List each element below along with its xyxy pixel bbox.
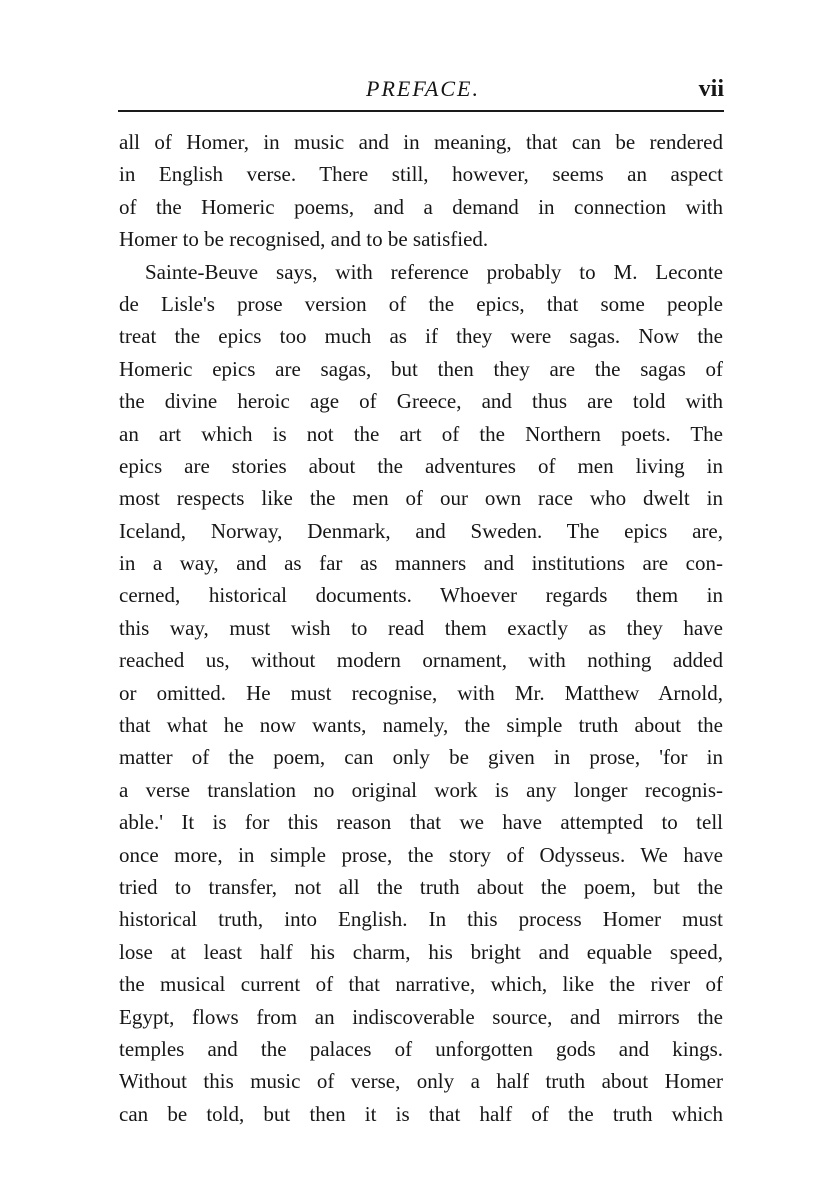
text-line: can be told, but then it is that half of the truth which — [119, 1101, 723, 1126]
text-line: temples and the palaces of unforgotten gods and kings. — [119, 1036, 723, 1061]
text-line: once more, in simple prose, the story of Odysseus. We have — [119, 842, 723, 867]
text-line: or omitted. He must recognise, with Mr. Matthew Arnold, — [119, 680, 723, 705]
text-line: treat the epics too much as if they were sagas. Now the — [119, 324, 723, 349]
running-head — [118, 74, 724, 108]
text-line: de Lisle's prose version of the epics, that some people — [119, 291, 723, 316]
text-line: all of Homer, in music and in meaning, that can be rendered — [119, 130, 723, 154]
text-line: epics are stories about the adventures of men living in — [119, 453, 723, 478]
text-line: historical truth, into English. In this process Homer must — [119, 907, 723, 932]
text-line: matter of the poem, can only be given in prose, 'for in — [119, 745, 723, 770]
text-line: cerned, historical documents. Whoever regards them in — [119, 583, 723, 608]
text-line: lose at least half his charm, his bright and equable speed, — [119, 939, 723, 964]
text-line: in English verse. There still, however, seems an aspect — [119, 162, 723, 187]
text-line: the musical current of that narrative, which, like the river of — [119, 972, 723, 997]
text-line: most respects like the men of our own race who dwelt in — [119, 486, 723, 511]
text-line: a verse translation no original work is any longer recognis- — [119, 777, 723, 802]
paragraph — [119, 256, 723, 1131]
text-line: an art which is not the art of the Northern poets. The — [119, 421, 723, 446]
text-line: reached us, without modern ornament, with nothing added — [119, 648, 723, 673]
text-line: Sainte-Beuve says, with reference probably to M. Leconte — [145, 259, 723, 284]
page-number: vii — [698, 76, 724, 102]
text-line: Homeric epics are sagas, but then they are the sagas of — [119, 356, 723, 381]
text-line: Iceland, Norway, Denmark, and Sweden. The epics are, — [119, 518, 723, 543]
text-line: the divine heroic age of Greece, and thus are told with — [119, 389, 723, 414]
text-line: tried to transfer, not all the truth about the poem, but the — [119, 874, 723, 899]
text-line: of the Homeric poems, and a demand in connection with — [119, 194, 723, 219]
text-line: in a way, and as far as manners and institutions are con- — [119, 551, 723, 576]
text-line: this way, must wish to read them exactly as they have — [119, 615, 723, 640]
page-header-title: PREFACE. — [366, 76, 480, 101]
text-line: able.' It is for this reason that we have attempted to tell — [119, 810, 723, 835]
header-rule — [118, 110, 724, 112]
paragraph — [119, 126, 723, 256]
body-text — [119, 126, 723, 1130]
text-line: Without this music of verse, only a half truth about Homer — [119, 1069, 723, 1094]
text-line: Egypt, flows from an indiscoverable source, and mirrors the — [119, 1004, 723, 1029]
text-line: that what he now wants, namely, the simple truth about the — [119, 713, 723, 738]
text-line: Homer to be recognised, and to be satisfied. — [119, 227, 489, 252]
